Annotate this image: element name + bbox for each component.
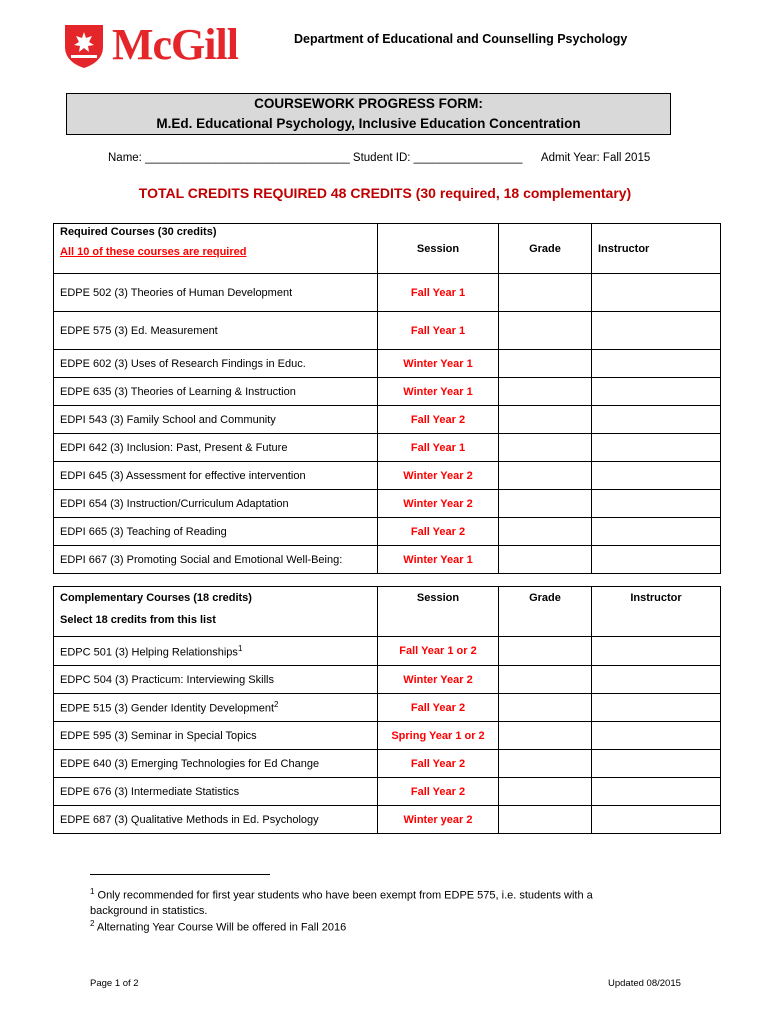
session-cell: Fall Year 1 [378, 434, 499, 462]
session-cell: Fall Year 2 [378, 518, 499, 546]
course-name: EDPE 640 (3) Emerging Technologies for Ed Change [60, 757, 320, 770]
required-header-row [54, 224, 721, 274]
required-row [54, 350, 721, 378]
required-note: All 10 of these courses are required [60, 246, 247, 258]
required-row [54, 490, 721, 518]
course-name: EDPE 635 (3) Theories of Learning & Instruction [60, 385, 296, 398]
required-heading-cell [54, 224, 378, 274]
footnote-2-text: Alternating Year Course Will be offered in Fall 2016 [96, 921, 347, 934]
instructor-cell[interactable] [592, 518, 721, 546]
footnote-1 [90, 884, 650, 919]
session-cell: Winter Year 1 [378, 546, 499, 574]
grade-cell[interactable] [499, 378, 592, 406]
instructor-cell[interactable] [592, 750, 721, 778]
required-course-cell [54, 312, 378, 350]
instructor-cell[interactable] [592, 778, 721, 806]
mcgill-crest-icon [63, 23, 105, 69]
instructor-cell[interactable] [592, 378, 721, 406]
form-title-line2: M.Ed. Educational Psychology, Inclusive Education Concentration [156, 116, 581, 131]
complementary-row [54, 666, 721, 694]
course-name: EDPI 667 (3) Promoting Social and Emotional Well-Being: [60, 553, 343, 566]
course-name: EDPE 595 (3) Seminar in Special Topics [60, 729, 257, 742]
session-cell: Fall Year 1 [378, 312, 499, 350]
course-name: EDPE 515 (3) Gender Identity Development [60, 702, 275, 715]
footnote-reference: 2 [274, 700, 279, 710]
required-row [54, 462, 721, 490]
required-course-cell [54, 518, 378, 546]
required-course-cell [54, 274, 378, 312]
grade-cell[interactable] [499, 778, 592, 806]
required-course-cell [54, 350, 378, 378]
course-name: EDPI 654 (3) Instruction/Curriculum Adaptation [60, 497, 289, 510]
course-name: EDPC 501 (3) Helping Relationships [60, 646, 238, 659]
complementary-grade-header: Grade [499, 587, 592, 637]
complementary-courses-table [53, 586, 721, 834]
required-row [54, 406, 721, 434]
required-course-cell [54, 378, 378, 406]
complementary-row [54, 637, 721, 666]
updated-date: Updated 08/2015 [608, 978, 681, 989]
required-row [54, 434, 721, 462]
session-cell: Winter year 2 [378, 806, 499, 834]
grade-cell[interactable] [499, 750, 592, 778]
form-title-box [66, 93, 671, 135]
instructor-cell[interactable] [592, 312, 721, 350]
required-row [54, 312, 721, 350]
complementary-heading: Complementary Courses (18 credits) [60, 592, 252, 604]
footnote-reference: 1 [237, 643, 243, 653]
grade-cell[interactable] [499, 722, 592, 750]
instructor-cell[interactable] [592, 806, 721, 834]
grade-cell[interactable] [499, 490, 592, 518]
instructor-cell[interactable] [592, 490, 721, 518]
session-cell: Winter Year 2 [378, 462, 499, 490]
grade-cell[interactable] [499, 666, 592, 694]
student-info-line: Name: ________________________________ Student ID: _________________ Admit Year: Fall 2015 [108, 152, 651, 164]
required-course-cell [54, 434, 378, 462]
course-name: EDPI 642 (3) Inclusion: Past, Present & Future [60, 441, 288, 454]
instructor-cell[interactable] [592, 274, 721, 312]
course-name: EDPC 504 (3) Practicum: Interviewing Skills [60, 673, 274, 686]
complementary-instructor-header: Instructor [592, 587, 721, 637]
instructor-cell[interactable] [592, 637, 721, 666]
course-name: EDPI 665 (3) Teaching of Reading [60, 525, 227, 538]
session-cell: Winter Year 1 [378, 378, 499, 406]
session-cell: Fall Year 2 [378, 406, 499, 434]
mcgill-logo-text: McGill [112, 20, 238, 69]
required-heading: Required Courses (30 credits) [60, 226, 217, 238]
required-course-cell [54, 546, 378, 574]
footnote-1-mark: 1 [90, 887, 95, 896]
session-cell: Winter Year 2 [378, 490, 499, 518]
complementary-course-cell [54, 694, 378, 722]
department-heading: Department of Educational and Counselling Psychology [294, 32, 628, 46]
required-courses-table [53, 223, 721, 574]
complementary-row [54, 694, 721, 722]
complementary-session-header: Session [378, 587, 499, 637]
complementary-row [54, 806, 721, 834]
course-name: EDPE 687 (3) Qualitative Methods in Ed. Psychology [60, 813, 319, 826]
complementary-course-cell [54, 722, 378, 750]
footnote-divider [90, 874, 270, 875]
instructor-cell[interactable] [592, 694, 721, 722]
complementary-course-cell [54, 806, 378, 834]
complementary-row [54, 778, 721, 806]
grade-cell[interactable] [499, 406, 592, 434]
course-name: EDPE 602 (3) Uses of Research Findings in Educ. [60, 357, 306, 370]
grade-cell[interactable] [499, 350, 592, 378]
required-row [54, 546, 721, 574]
required-row [54, 378, 721, 406]
course-name: EDPE 676 (3) Intermediate Statistics [60, 785, 240, 798]
page-number: Page 1 of 2 [90, 978, 139, 989]
footnote-1-text: Only recommended for first year students who have been exempt from EDPE 575, i.e. students with a background in statistics. [90, 889, 593, 917]
grade-cell[interactable] [499, 462, 592, 490]
required-course-cell [54, 490, 378, 518]
required-grade-header: Grade [499, 224, 592, 274]
required-session-header: Session [378, 224, 499, 274]
session-cell: Spring Year 1 or 2 [378, 722, 499, 750]
complementary-header-row [54, 587, 721, 637]
grade-cell[interactable] [499, 546, 592, 574]
course-name: EDPI 543 (3) Family School and Community [60, 413, 276, 426]
complementary-heading-cell [54, 587, 378, 637]
complementary-note: Select 18 credits from this list [60, 614, 216, 626]
complementary-course-cell [54, 666, 378, 694]
grade-cell[interactable] [499, 806, 592, 834]
grade-cell[interactable] [499, 694, 592, 722]
required-course-cell [54, 462, 378, 490]
form-title-line1: COURSEWORK PROGRESS FORM: [254, 96, 483, 111]
session-cell: Winter Year 2 [378, 666, 499, 694]
course-name: EDPE 575 (3) Ed. Measurement [60, 324, 218, 337]
complementary-row [54, 750, 721, 778]
footnote-2-mark: 2 [90, 919, 95, 928]
footnote-2 [90, 916, 346, 936]
course-name: EDPI 645 (3) Assessment for effective intervention [60, 469, 306, 482]
complementary-course-cell [54, 637, 378, 666]
session-cell: Fall Year 1 [378, 274, 499, 312]
grade-cell[interactable] [499, 274, 592, 312]
instructor-cell[interactable] [592, 722, 721, 750]
instructor-cell[interactable] [592, 406, 721, 434]
grade-cell[interactable] [499, 434, 592, 462]
required-course-cell [54, 406, 378, 434]
grade-cell[interactable] [499, 312, 592, 350]
instructor-cell[interactable] [592, 350, 721, 378]
instructor-cell[interactable] [592, 462, 721, 490]
instructor-cell[interactable] [592, 546, 721, 574]
total-credits-heading: TOTAL CREDITS REQUIRED 48 CREDITS (30 required, 18 complementary) [138, 185, 632, 201]
required-row [54, 274, 721, 312]
instructor-cell[interactable] [592, 434, 721, 462]
grade-cell[interactable] [499, 518, 592, 546]
complementary-course-cell [54, 778, 378, 806]
session-cell: Winter Year 1 [378, 350, 499, 378]
session-cell: Fall Year 2 [378, 694, 499, 722]
instructor-cell[interactable] [592, 666, 721, 694]
complementary-course-cell [54, 750, 378, 778]
required-row [54, 518, 721, 546]
session-cell: Fall Year 1 or 2 [378, 637, 499, 666]
session-cell: Fall Year 2 [378, 750, 499, 778]
complementary-row [54, 722, 721, 750]
grade-cell[interactable] [499, 637, 592, 666]
required-instructor-header: Instructor [592, 224, 721, 274]
session-cell: Fall Year 2 [378, 778, 499, 806]
course-name: EDPE 502 (3) Theories of Human Development [60, 286, 293, 299]
